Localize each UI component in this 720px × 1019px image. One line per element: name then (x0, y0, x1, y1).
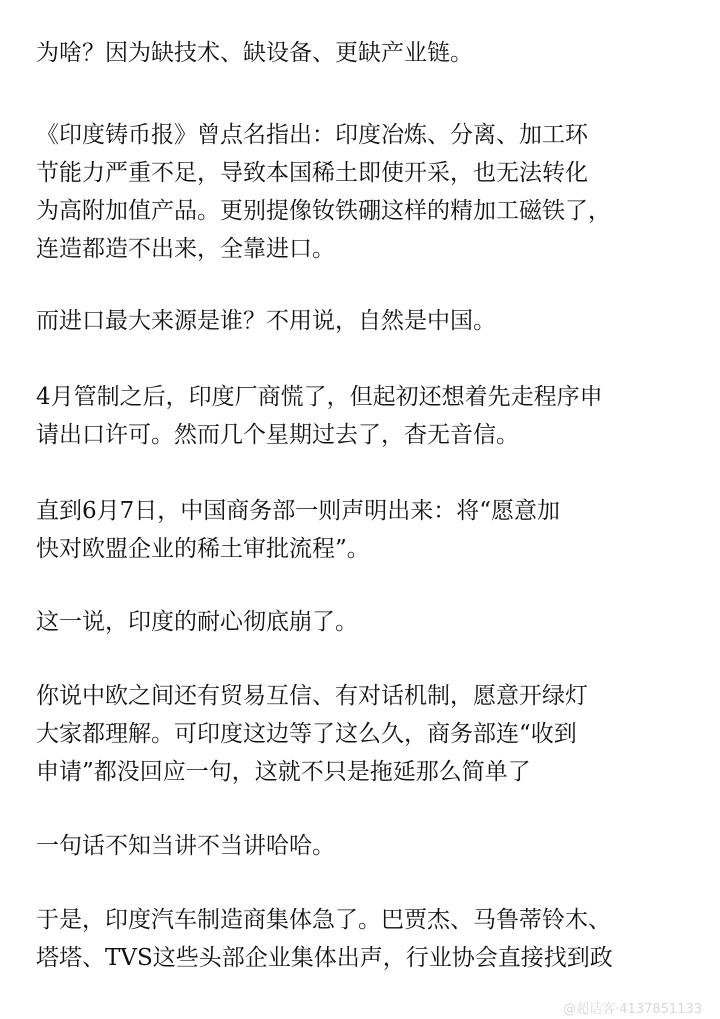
text-line: 请出口许可。然而几个星期过去了，杳无音信。 (36, 422, 519, 448)
text-line: 4月管制之后，印度厂商慌了，但起初还想着先走程序申 (36, 384, 603, 410)
text-line: 直到6月7日，中国商务部一则声明出来：将“愿意加 (36, 498, 561, 524)
text-line: 节能力严重不足，导致本国稀土即使开采，也无法转化 (36, 160, 588, 186)
text-line: 《印度铸币报》曾点名指出：印度冶炼、分离、加工环 (36, 122, 588, 148)
watermark: @超话客·4137851133 (563, 1002, 702, 1017)
text-line: 为啥？因为缺技术、缺设备、更缺产业链。 (36, 40, 473, 66)
text-line: 塔塔、TVS这些头部企业集体出声，行业协会直接找到政 (36, 945, 613, 971)
text-line: 一句话不知当讲不当讲哈哈。 (36, 833, 335, 859)
text-line: 你说中欧之间还有贸易互信、有对话机制，愿意开绿灯 (36, 683, 588, 709)
text-line: 于是，印度汽车制造商集体急了。巴贾杰、马鲁蒂铃木、 (36, 907, 611, 933)
text-line: 而进口最大来源是谁？不用说，自然是中国。 (36, 308, 496, 334)
text-line: 连造都造不出来，全靠进口。 (36, 236, 335, 262)
text-line: 这一说，印度的耐心彻底崩了。 (36, 609, 358, 635)
text-line: 快对欧盟企业的稀土审批流程”。 (36, 536, 370, 562)
text-line: 大家都理解。可印度这边等了这么久，商务部连“收到 (36, 721, 577, 747)
text-line: 申请”都没回应一句，这就不只是拖延那么简单了 (36, 759, 531, 785)
text-line: 为高附加值产品。更别提像钕铁硼这样的精加工磁铁了， (36, 198, 611, 224)
